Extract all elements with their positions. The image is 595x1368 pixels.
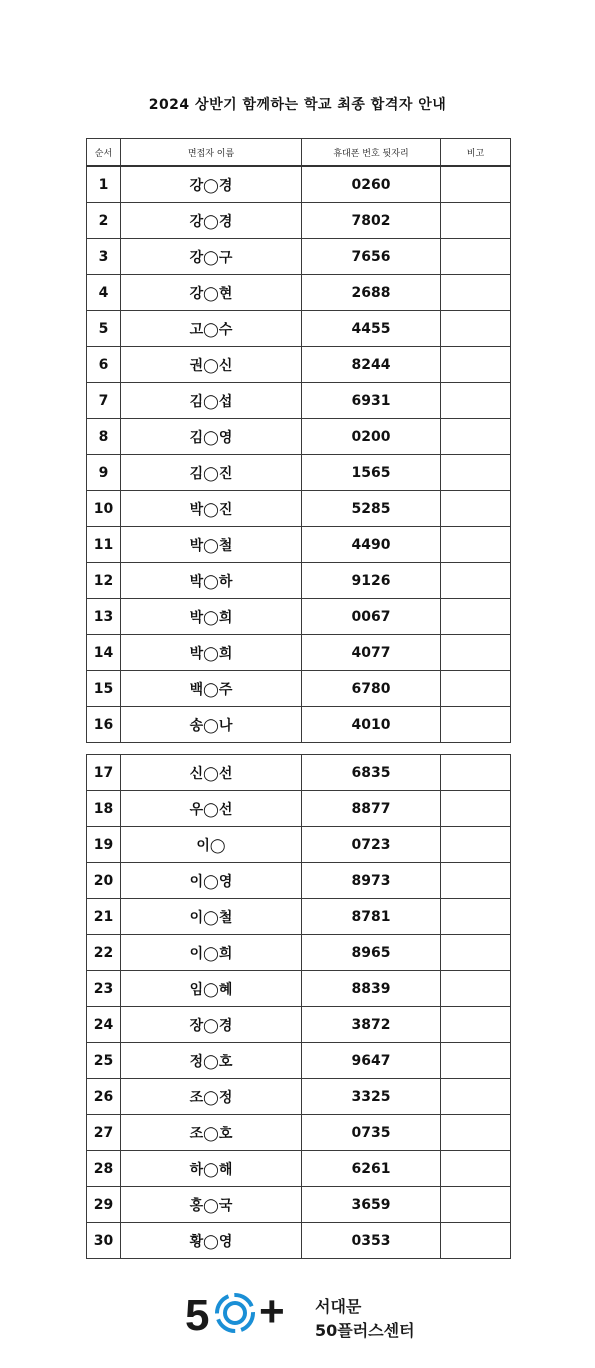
row-phone: 0260 [302,166,441,203]
row-name: 장◯경 [121,1007,302,1043]
table-header-row [87,139,511,167]
row-order: 15 [87,671,121,707]
row-order: 5 [87,311,121,347]
table-row [87,419,511,455]
table-row [87,791,511,827]
row-name: 홍◯국 [121,1187,302,1223]
logo-plus: + [259,1287,285,1336]
row-note [441,1223,511,1259]
row-name: 권◯신 [121,347,302,383]
row-note [441,1187,511,1223]
row-name: 임◯혜 [121,971,302,1007]
row-name: 정◯호 [121,1043,302,1079]
row-order: 20 [87,863,121,899]
row-order: 14 [87,635,121,671]
table-row [87,1223,511,1259]
row-name: 김◯영 [121,419,302,455]
row-name: 이◯ [121,827,302,863]
table-row [87,166,511,203]
column-header-order: 순서 [87,139,121,167]
row-order: 24 [87,1007,121,1043]
row-order: 27 [87,1115,121,1151]
table-row [87,347,511,383]
table-row [87,755,511,791]
row-name: 하◯해 [121,1151,302,1187]
table-row [87,1115,511,1151]
row-phone: 6931 [302,383,441,419]
row-order: 8 [87,419,121,455]
row-order: 21 [87,899,121,935]
row-note [441,755,511,791]
row-note [441,419,511,455]
logo-org-line1: 서대문 [315,1297,362,1316]
table-row [87,1079,511,1115]
table-row [87,239,511,275]
row-order: 9 [87,455,121,491]
table-row [87,563,511,599]
row-order: 26 [87,1079,121,1115]
row-name: 우◯선 [121,791,302,827]
column-header-name: 면접자 이름 [121,139,302,167]
row-order: 7 [87,383,121,419]
row-order: 13 [87,599,121,635]
row-phone: 8965 [302,935,441,971]
table-row [87,863,511,899]
column-header-note: 비고 [441,139,511,167]
row-order: 16 [87,707,121,743]
row-note [441,239,511,275]
table-row [87,1043,511,1079]
table-row [87,1187,511,1223]
row-phone: 9126 [302,563,441,599]
table-row [87,383,511,419]
row-phone: 8973 [302,863,441,899]
logo-org-line2: 50플러스센터 [315,1321,415,1340]
row-phone: 7802 [302,203,441,239]
row-phone: 8877 [302,791,441,827]
table-row [87,1151,511,1187]
row-name: 조◯정 [121,1079,302,1115]
row-note [441,203,511,239]
row-note [441,563,511,599]
row-phone: 4010 [302,707,441,743]
table-row [87,899,511,935]
row-note [441,1043,511,1079]
row-order: 25 [87,1043,121,1079]
row-phone: 7656 [302,239,441,275]
logo-ring-icon [213,1291,257,1335]
row-order: 1 [87,166,121,203]
row-name: 조◯호 [121,1115,302,1151]
row-phone: 0067 [302,599,441,635]
table-row [87,671,511,707]
table-row [87,455,511,491]
row-phone: 9647 [302,1043,441,1079]
row-note [441,635,511,671]
row-phone: 0353 [302,1223,441,1259]
row-phone: 8839 [302,971,441,1007]
row-note [441,599,511,635]
row-order: 19 [87,827,121,863]
row-phone: 4455 [302,311,441,347]
row-phone: 4077 [302,635,441,671]
table-row [87,971,511,1007]
row-phone: 3659 [302,1187,441,1223]
row-phone: 8781 [302,899,441,935]
row-note [441,491,511,527]
results-table-1 [86,138,511,743]
table-row [87,203,511,239]
logo-five: 5 [185,1291,210,1340]
row-phone: 0200 [302,419,441,455]
row-name: 강◯구 [121,239,302,275]
row-order: 22 [87,935,121,971]
seodaemun-50plus-logo [185,1288,445,1344]
row-order: 28 [87,1151,121,1187]
row-note [441,275,511,311]
page-title: 2024 상반기 함께하는 학교 최종 합격자 안내 [148,97,447,113]
row-note [441,166,511,203]
table-row [87,707,511,743]
row-order: 6 [87,347,121,383]
row-name: 박◯철 [121,527,302,563]
table-row [87,275,511,311]
row-note [441,791,511,827]
row-name: 김◯섭 [121,383,302,419]
row-note [441,1151,511,1187]
row-name: 고◯수 [121,311,302,347]
table-row [87,311,511,347]
row-name: 박◯하 [121,563,302,599]
row-name: 백◯주 [121,671,302,707]
row-order: 11 [87,527,121,563]
row-name: 신◯선 [121,755,302,791]
row-name: 박◯희 [121,599,302,635]
row-phone: 0735 [302,1115,441,1151]
row-name: 이◯철 [121,899,302,935]
row-note [441,1079,511,1115]
row-phone: 0723 [302,827,441,863]
row-phone: 4490 [302,527,441,563]
row-name: 이◯희 [121,935,302,971]
row-note [441,455,511,491]
row-phone: 2688 [302,275,441,311]
row-note [441,383,511,419]
row-note [441,527,511,563]
row-note [441,827,511,863]
row-note [441,707,511,743]
table-row [87,527,511,563]
row-phone: 5285 [302,491,441,527]
row-name: 강◯경 [121,166,302,203]
results-table-2 [86,754,511,1259]
row-order: 29 [87,1187,121,1223]
row-note [441,971,511,1007]
row-note [441,671,511,707]
row-order: 18 [87,791,121,827]
row-order: 30 [87,1223,121,1259]
table-row [87,1007,511,1043]
row-order: 2 [87,203,121,239]
row-order: 17 [87,755,121,791]
row-name: 이◯영 [121,863,302,899]
row-phone: 6780 [302,671,441,707]
row-note [441,899,511,935]
row-phone: 3872 [302,1007,441,1043]
row-note [441,1007,511,1043]
row-phone: 8244 [302,347,441,383]
row-name: 송◯나 [121,707,302,743]
row-note [441,863,511,899]
row-note [441,347,511,383]
table-row [87,935,511,971]
row-name: 황◯영 [121,1223,302,1259]
row-phone: 6261 [302,1151,441,1187]
row-phone: 1565 [302,455,441,491]
table-row [87,827,511,863]
row-phone: 3325 [302,1079,441,1115]
row-order: 3 [87,239,121,275]
row-name: 강◯경 [121,203,302,239]
row-name: 박◯진 [121,491,302,527]
row-name: 강◯현 [121,275,302,311]
table-row [87,599,511,635]
row-note [441,1115,511,1151]
row-name: 박◯희 [121,635,302,671]
row-order: 10 [87,491,121,527]
row-note [441,311,511,347]
row-order: 4 [87,275,121,311]
row-note [441,935,511,971]
row-order: 12 [87,563,121,599]
row-phone: 6835 [302,755,441,791]
column-header-phone: 휴대폰 번호 뒷자리 [302,139,441,167]
table-row [87,635,511,671]
row-name: 김◯진 [121,455,302,491]
table-row [87,491,511,527]
row-order: 23 [87,971,121,1007]
